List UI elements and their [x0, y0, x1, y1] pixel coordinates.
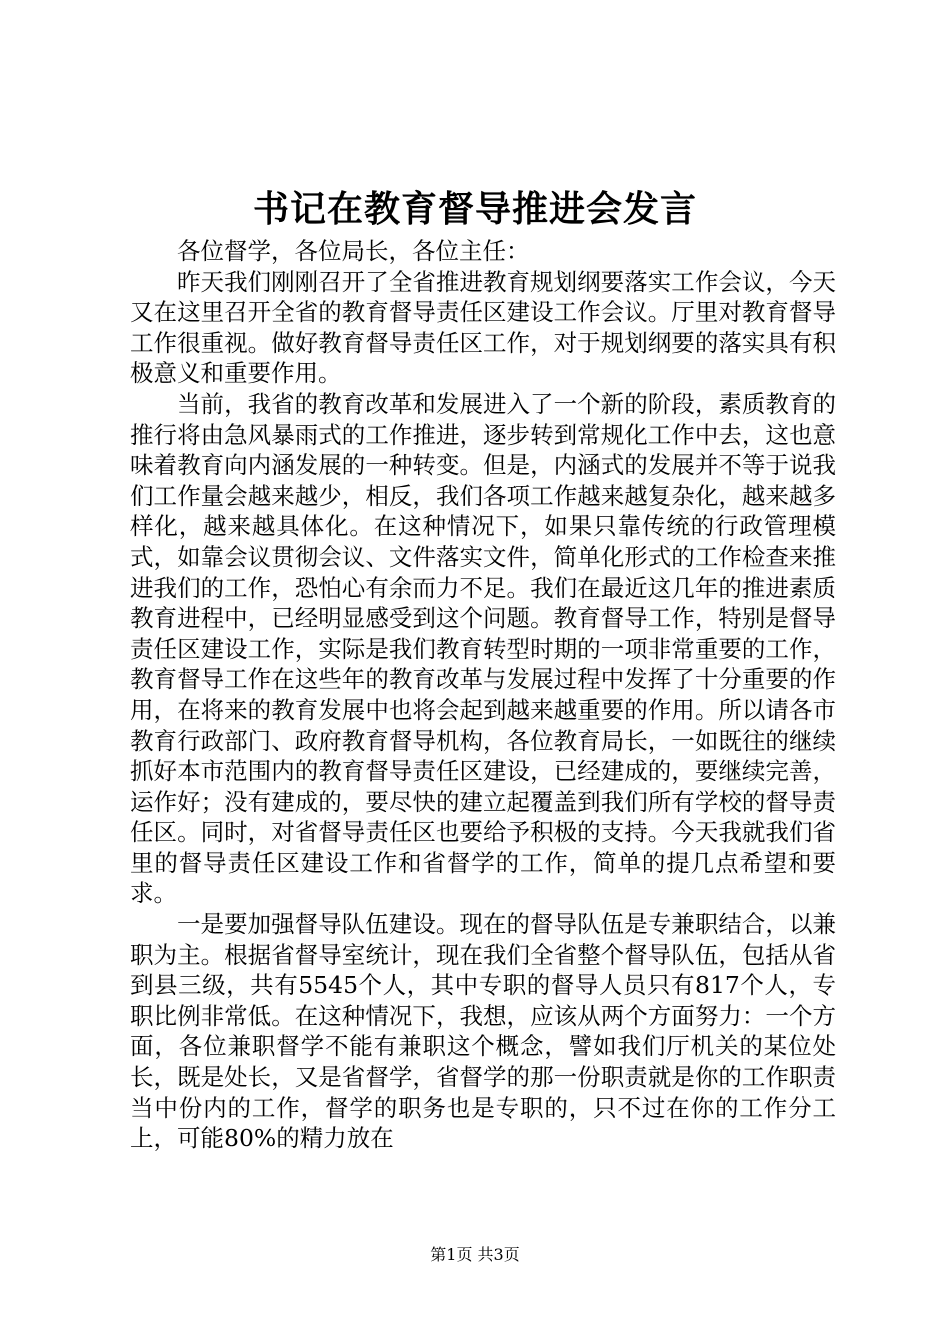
- document-body: [130, 236, 836, 1154]
- body-paragraph: 昨天我们刚刚召开了全省推进教育规划纲要落实工作会议，今天又在这里召开全省的教育督导责任区建设工作会议。厅里对教育督导工作很重视。做好教育督导责任区工作，对于规划纲要的落实具有积极意义和重要作用。: [130, 267, 836, 388]
- salutation-paragraph: 各位督学，各位局长，各位主任：: [177, 237, 530, 265]
- page-number-footer: 第1页 共3页: [430, 1245, 520, 1264]
- body-paragraph: 一是要加强督导队伍建设。现在的督导队伍是专兼职结合，以兼职为主。根据省督导室统计，现在我们全省整个督导队伍，包括从省到县三级，共有5545个人，其中专职的督导人员只有817个人，专职比例非常低。在这种情况下，我想，应该从两个方面努力：一个方面，各位兼职督学不能有兼职这个概念，譬如我们厅机关的某位处长，既是处长，又是省督学，省督学的那一份职责就是你的工作职责当中份内的工作，督学的职务也是专职的，只不过在你的工作分工上，可能80%的精力放在: [130, 910, 836, 1153]
- body-paragraph: 当前，我省的教育改革和发展进入了一个新的阶段，素质教育的推行将由急风暴雨式的工作推进，逐步转到常规化工作中去，这也意味着教育向内涵发展的一种转变。但是，内涵式的发展并不等于说我们工作量会越来越少，相反，我们各项工作越来越复杂化，越来越多样化，越来越具体化。在这种情况下，如果只靠传统的行政管理模式，如靠会议贯彻会议、文件落实文件，简单化形式的工作检查来推进我们的工作，恐怕心有余而力不足。我们在最近这几年的推进素质教育进程中，已经明显感受到这个问题。教育督导工作，特别是督导责任区建设工作，实际是我们教育转型时期的一项非常重要的工作，教育督导工作在这些年的教育改革与发展过程中发挥了十分重要的作用，在将来的教育发展中也将会起到越来越重要的作用。所以请各市教育行政部门、政府教育督导机构，各位教育局长，一如既往的继续抓好本市范围内的教育督导责任区建设，已经建成的，要继续完善，运作好；没有建成的，要尽快的建立起覆盖到我们所有学校的督导责任区。同时，对省督导责任区也要给予积极的支持。今天我就我们省里的督导责任区建设工作和省督学的工作，简单的提几点希望和要求。: [130, 389, 836, 908]
- document-title: 书记在教育督导推进会发言: [252, 188, 697, 230]
